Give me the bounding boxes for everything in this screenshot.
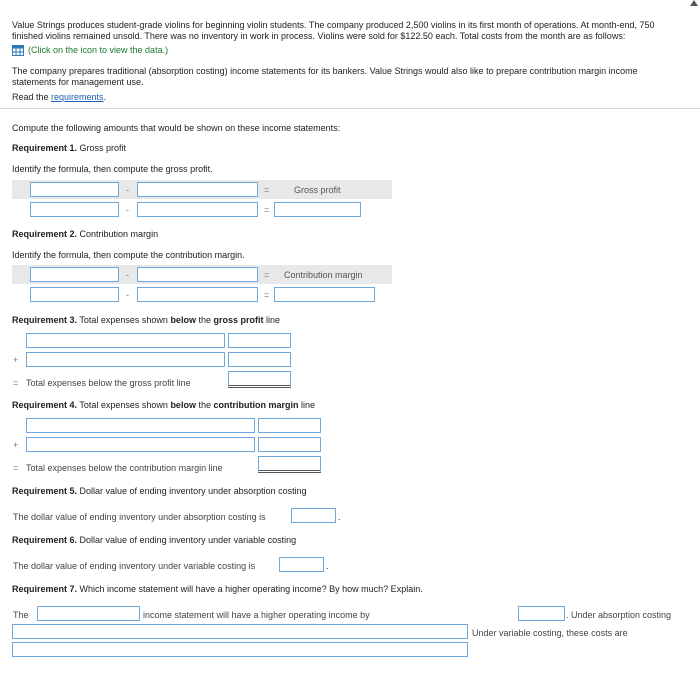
requirements-link[interactable]: requirements <box>51 92 104 102</box>
equals-sign: = <box>264 290 270 300</box>
req7-heading <box>12 584 423 595</box>
req4-heading-bold: Requirement 4. <box>12 400 78 410</box>
equals-sign: = <box>264 205 270 215</box>
req6-period: . <box>326 561 329 571</box>
req1-heading <box>12 143 126 154</box>
req3-heading <box>12 315 280 326</box>
compute-heading: Compute the following amounts that would be shown on these income statements: <box>12 123 341 133</box>
intro-line-2: finished violins remained unsold. There was no inventory in work in process. Violins were sold for $122.50 each. Total costs from the month are as follows: <box>12 31 626 41</box>
minus-sign: - <box>126 270 129 280</box>
req2-contribution-margin-amount[interactable] <box>274 287 375 302</box>
req3-total-amount[interactable] <box>228 371 291 388</box>
req4-heading-d: contribution margin <box>213 400 299 410</box>
req2-heading-bold: Requirement 2. <box>12 229 78 239</box>
req5-heading <box>12 486 307 497</box>
req1-result-label: Gross profit <box>294 185 341 195</box>
req5-amount[interactable] <box>291 508 336 523</box>
req4-heading-c: the <box>195 400 214 410</box>
corner-arrow-icon <box>690 0 698 6</box>
req7-the: The <box>13 610 29 620</box>
minus-sign: - <box>126 205 129 215</box>
req7-middle-text: income statement will have a higher operating income by <box>143 610 370 620</box>
read-prefix: Read the <box>12 92 52 102</box>
read-requirements <box>12 92 106 103</box>
req3-heading-a: Total expenses shown <box>77 315 171 325</box>
intro-line-1: Value Strings produces student-grade violins for beginning violin students. The company produced 2,500 violins in its first month of operations. At month-end, 750 <box>12 20 655 30</box>
req3-expense-amount-2[interactable] <box>228 352 291 367</box>
req2-result-label: Contribution margin <box>284 270 363 280</box>
req6-heading <box>12 535 296 546</box>
req2-formula-term-1[interactable] <box>30 267 119 282</box>
req3-heading-d: gross profit <box>213 315 264 325</box>
req1-gross-profit-amount[interactable] <box>274 202 361 217</box>
req4-expense-label-1[interactable] <box>26 418 255 433</box>
minus-sign: - <box>126 290 129 300</box>
req3-expense-label-2[interactable] <box>26 352 225 367</box>
req2-amount-2[interactable] <box>137 287 258 302</box>
minus-sign: - <box>126 185 129 195</box>
equals-sign: = <box>13 463 19 473</box>
req1-amount-2[interactable] <box>137 202 258 217</box>
req7-explanation-1[interactable] <box>12 624 468 639</box>
req5-heading-rest: Dollar value of ending inventory under absorption costing <box>77 486 307 496</box>
divider <box>0 108 700 109</box>
data-link-text[interactable]: (Click on the icon to view the data.) <box>28 45 169 55</box>
req4-expense-amount-2[interactable] <box>258 437 321 452</box>
req3-heading-e: line <box>263 315 280 325</box>
req3-heading-b: below <box>170 315 196 325</box>
intro-line-3: The company prepares traditional (absorption costing) income statements for its bankers. Value Strings would also like to prepare contribution margin income <box>12 66 638 76</box>
req7-heading-bold: Requirement 7. <box>12 584 78 594</box>
req1-heading-rest: Gross profit <box>77 143 127 153</box>
req4-expense-label-2[interactable] <box>26 437 255 452</box>
intro-line-4: statements for management use. <box>12 77 144 87</box>
req3-heading-c: the <box>195 315 214 325</box>
req6-sentence: The dollar value of ending inventory under variable costing is <box>13 561 256 571</box>
req7-heading-rest: Which income statement will have a higher operating income? By how much? Explain. <box>77 584 423 594</box>
req4-total-amount[interactable] <box>258 456 321 473</box>
req5-sentence: The dollar value of ending inventory under absorption costing is <box>13 512 266 522</box>
plus-sign: + <box>13 355 19 365</box>
req4-heading-a: Total expenses shown <box>77 400 171 410</box>
req4-heading-e: line <box>298 400 315 410</box>
req3-total-label: Total expenses below the gross profit line <box>26 378 191 388</box>
req4-heading-b: below <box>170 400 196 410</box>
req4-total-label: Total expenses below the contribution margin line <box>26 463 223 473</box>
req2-formula-term-2[interactable] <box>137 267 258 282</box>
equals-sign: = <box>264 270 270 280</box>
req7-after-amount: . Under absorption costing <box>566 610 672 620</box>
req6-amount[interactable] <box>279 557 324 572</box>
req4-expense-amount-1[interactable] <box>258 418 321 433</box>
req3-expense-amount-1[interactable] <box>228 333 291 348</box>
read-suffix: . <box>103 92 107 102</box>
req2-amount-1[interactable] <box>30 287 119 302</box>
req3-heading-bold: Requirement 3. <box>12 315 78 325</box>
req2-heading <box>12 229 158 240</box>
req7-difference-amount[interactable] <box>518 606 565 621</box>
req7-explanation-2[interactable] <box>12 642 468 657</box>
plus-sign: + <box>13 440 19 450</box>
req1-heading-bold: Requirement 1. <box>12 143 78 153</box>
req7-statement-select[interactable] <box>37 606 140 621</box>
req3-expense-label-1[interactable] <box>26 333 225 348</box>
req5-period: . <box>338 512 341 522</box>
req6-heading-bold: Requirement 6. <box>12 535 78 545</box>
req7-line2: Under variable costing, these costs are <box>472 628 628 638</box>
req2-heading-rest: Contribution margin <box>77 229 159 239</box>
req1-instruction: Identify the formula, then compute the gross profit. <box>12 164 213 174</box>
equals-sign: = <box>13 378 19 388</box>
req6-heading-rest: Dollar value of ending inventory under variable costing <box>77 535 297 545</box>
req2-instruction: Identify the formula, then compute the contribution margin. <box>12 250 245 260</box>
req1-formula-term-1[interactable] <box>30 182 119 197</box>
req1-amount-1[interactable] <box>30 202 119 217</box>
equals-sign: = <box>264 185 270 195</box>
req4-heading <box>12 400 315 411</box>
req1-formula-term-2[interactable] <box>137 182 258 197</box>
table-icon[interactable] <box>12 45 24 56</box>
req5-heading-bold: Requirement 5. <box>12 486 78 496</box>
